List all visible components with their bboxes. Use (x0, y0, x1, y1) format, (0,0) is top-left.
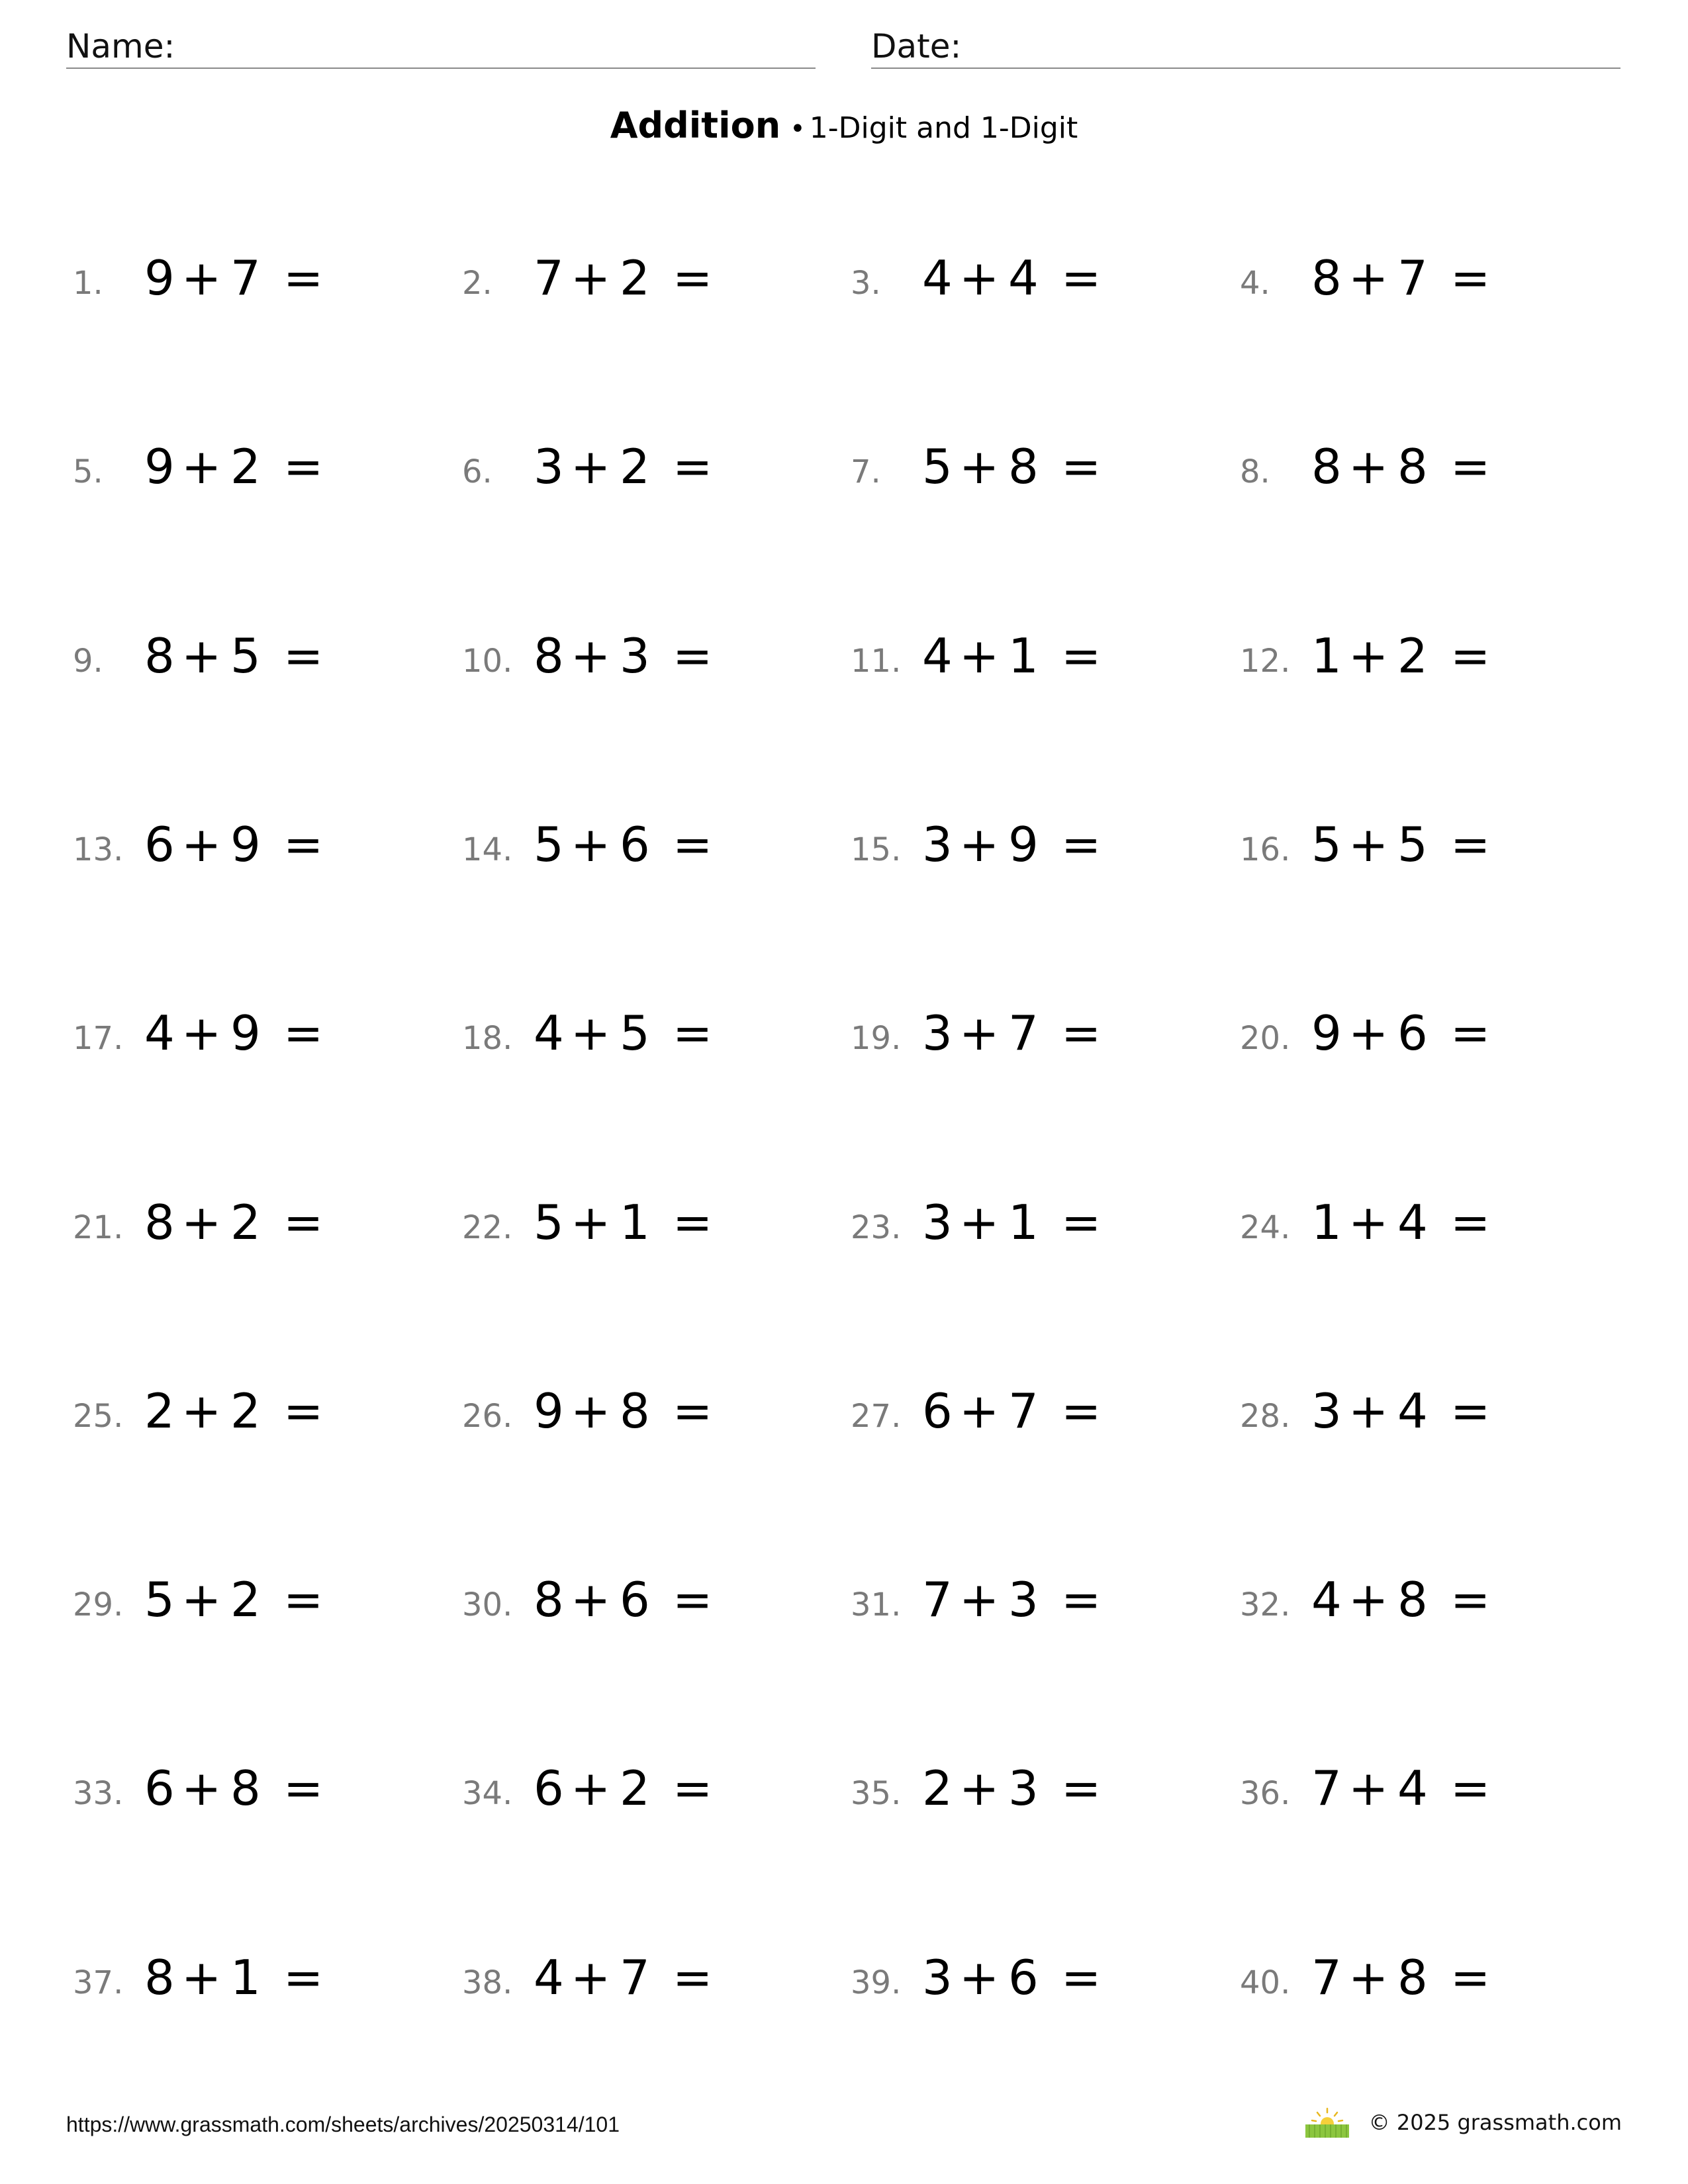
operator: + (1348, 1195, 1389, 1250)
equals-sign: = (1450, 1760, 1491, 1816)
second-operand: 5 (1397, 817, 1428, 872)
problem-number: 4. (1240, 265, 1270, 302)
second-operand: 2 (230, 439, 261, 494)
date-label: Date: (871, 27, 962, 66)
second-operand: 2 (620, 1760, 650, 1816)
equals-sign: = (1061, 1005, 1102, 1061)
first-operand: 1 (1311, 628, 1342, 684)
problem-number: 14. (462, 831, 513, 868)
second-operand: 4 (1008, 250, 1039, 306)
second-operand: 1 (1008, 628, 1039, 684)
problem-number: 22. (462, 1209, 513, 1246)
equals-sign: = (673, 1760, 713, 1816)
first-operand: 8 (144, 1195, 175, 1250)
equals-sign: = (283, 628, 324, 684)
second-operand: 9 (1008, 817, 1039, 872)
problem-expression (1311, 245, 1490, 311)
problem-expression (534, 1567, 712, 1633)
date-field[interactable] (871, 25, 1620, 69)
second-operand: 2 (620, 250, 650, 306)
name-label: Name: (66, 27, 175, 66)
problem-expression (144, 623, 323, 689)
first-operand: 3 (922, 817, 953, 872)
second-operand: 8 (1397, 1950, 1428, 2005)
first-operand: 8 (144, 1950, 175, 2005)
first-operand: 1 (1311, 1195, 1342, 1250)
operator: + (1348, 1760, 1389, 1816)
problem-number: 5. (73, 453, 103, 490)
problem-number: 36. (1240, 1775, 1291, 1812)
first-operand: 3 (534, 439, 564, 494)
first-operand: 3 (1311, 1383, 1342, 1439)
equals-sign: = (1061, 250, 1102, 306)
second-operand: 5 (620, 1005, 650, 1061)
problem-expression (144, 1567, 323, 1633)
first-operand: 4 (1311, 1572, 1342, 1627)
problem-expression (1311, 623, 1490, 689)
worksheet-title (0, 105, 1688, 146)
operator: + (181, 1195, 222, 1250)
operator: + (181, 1383, 222, 1439)
equals-sign: = (673, 439, 713, 494)
first-operand: 5 (922, 439, 953, 494)
second-operand: 7 (1008, 1005, 1039, 1061)
problem-number: 32. (1240, 1586, 1291, 1623)
problem-number: 38. (462, 1964, 513, 2001)
equals-sign: = (1450, 439, 1491, 494)
equals-sign: = (1450, 1195, 1491, 1250)
equals-sign: = (1061, 1572, 1102, 1627)
copyright: © 2025 grassmath.com (1368, 2110, 1622, 2135)
first-operand: 8 (534, 628, 564, 684)
first-operand: 8 (144, 628, 175, 684)
problem-expression (534, 811, 712, 878)
second-operand: 3 (1008, 1572, 1039, 1627)
second-operand: 8 (1397, 1572, 1428, 1627)
operator: + (959, 250, 1000, 306)
problem-expression (144, 1378, 323, 1444)
first-operand: 7 (922, 1572, 953, 1627)
equals-sign: = (673, 1383, 713, 1439)
first-operand: 5 (144, 1572, 175, 1627)
second-operand: 7 (1008, 1383, 1039, 1439)
problem-number: 1. (73, 265, 103, 302)
problem-expression (922, 245, 1101, 311)
first-operand: 4 (144, 1005, 175, 1061)
second-operand: 7 (620, 1950, 650, 2005)
problem-number: 40. (1240, 1964, 1291, 2001)
equals-sign: = (1450, 1383, 1491, 1439)
first-operand: 9 (144, 250, 175, 306)
problem-expression (534, 433, 712, 500)
problem-number: 39. (851, 1964, 902, 2001)
problem-expression (1311, 1378, 1490, 1444)
first-operand: 5 (534, 817, 564, 872)
first-operand: 4 (922, 250, 953, 306)
equals-sign: = (673, 1950, 713, 2005)
operator: + (571, 1005, 611, 1061)
operator: + (181, 1572, 222, 1627)
equals-sign: = (1450, 1005, 1491, 1061)
operator: + (181, 817, 222, 872)
first-operand: 9 (1311, 1005, 1342, 1061)
first-operand: 6 (144, 817, 175, 872)
problem-number: 11. (851, 643, 902, 680)
second-operand: 8 (1008, 439, 1039, 494)
title-main: Addition (610, 105, 781, 146)
second-operand: 4 (1397, 1383, 1428, 1439)
second-operand: 2 (1397, 628, 1428, 684)
problem-number: 26. (462, 1398, 513, 1435)
operator: + (571, 1195, 611, 1250)
problem-expression (144, 245, 323, 311)
problem-number: 20. (1240, 1020, 1291, 1057)
problem-expression (1311, 1755, 1490, 1821)
problem-number: 18. (462, 1020, 513, 1057)
operator: + (571, 1572, 611, 1627)
problem-number: 8. (1240, 453, 1270, 490)
problem-expression (1311, 433, 1490, 500)
operator: + (1348, 1383, 1389, 1439)
equals-sign: = (1061, 439, 1102, 494)
problem-expression (534, 623, 712, 689)
first-operand: 3 (922, 1195, 953, 1250)
equals-sign: = (673, 1005, 713, 1061)
first-operand: 7 (1311, 1950, 1342, 2005)
equals-sign: = (1450, 1572, 1491, 1627)
equals-sign: = (283, 439, 324, 494)
equals-sign: = (1061, 1760, 1102, 1816)
footer-brand (1304, 2106, 1622, 2139)
problem-expression (1311, 1567, 1490, 1633)
operator: + (181, 439, 222, 494)
operator: + (181, 1950, 222, 2005)
first-operand: 4 (534, 1950, 564, 2005)
second-operand: 1 (1008, 1195, 1039, 1250)
equals-sign: = (1061, 817, 1102, 872)
first-operand: 7 (534, 250, 564, 306)
second-operand: 8 (230, 1760, 261, 1816)
problem-number: 24. (1240, 1209, 1291, 1246)
operator: + (571, 817, 611, 872)
problem-number: 9. (73, 643, 103, 680)
second-operand: 4 (1397, 1760, 1428, 1816)
operator: + (959, 1195, 1000, 1250)
operator: + (1348, 1950, 1389, 2005)
problem-expression (534, 1189, 712, 1255)
first-operand: 6 (534, 1760, 564, 1816)
equals-sign: = (673, 1572, 713, 1627)
problem-expression (922, 1755, 1101, 1821)
sun-over-grass-icon (1304, 2106, 1350, 2139)
second-operand: 1 (230, 1950, 261, 2005)
operator: + (181, 628, 222, 684)
operator: + (959, 1005, 1000, 1061)
operator: + (1348, 628, 1389, 684)
name-field[interactable] (66, 25, 816, 69)
problem-number: 6. (462, 453, 492, 490)
problem-number: 28. (1240, 1398, 1291, 1435)
operator: + (571, 1383, 611, 1439)
problem-expression (922, 811, 1101, 878)
first-operand: 4 (534, 1005, 564, 1061)
second-operand: 1 (620, 1195, 650, 1250)
operator: + (181, 1005, 222, 1061)
second-operand: 8 (620, 1383, 650, 1439)
second-operand: 9 (230, 1005, 261, 1061)
second-operand: 6 (620, 817, 650, 872)
problem-expression (922, 1378, 1101, 1444)
problem-expression (1311, 1944, 1490, 2011)
problem-number: 35. (851, 1775, 902, 1812)
equals-sign: = (1061, 1195, 1102, 1250)
operator: + (181, 250, 222, 306)
equals-sign: = (673, 817, 713, 872)
first-operand: 3 (922, 1005, 953, 1061)
equals-sign: = (1450, 817, 1491, 872)
problem-expression (144, 811, 323, 878)
operator: + (571, 250, 611, 306)
operator: + (571, 1760, 611, 1816)
equals-sign: = (673, 1195, 713, 1250)
operator: + (959, 1572, 1000, 1627)
second-operand: 6 (620, 1572, 650, 1627)
problem-expression (144, 433, 323, 500)
operator: + (1348, 439, 1389, 494)
operator: + (959, 1950, 1000, 2005)
first-operand: 8 (1311, 250, 1342, 306)
second-operand: 2 (620, 439, 650, 494)
operator: + (571, 628, 611, 684)
operator: + (571, 439, 611, 494)
problem-expression (534, 1378, 712, 1444)
problem-number: 23. (851, 1209, 902, 1246)
problem-expression (534, 1000, 712, 1066)
first-operand: 5 (534, 1195, 564, 1250)
equals-sign: = (283, 1195, 324, 1250)
problem-number: 2. (462, 265, 492, 302)
problem-number: 30. (462, 1586, 513, 1623)
second-operand: 3 (1008, 1760, 1039, 1816)
first-operand: 2 (922, 1760, 953, 1816)
first-operand: 6 (144, 1760, 175, 1816)
problem-number: 10. (462, 643, 513, 680)
operator: + (1348, 1572, 1389, 1627)
second-operand: 6 (1397, 1005, 1428, 1061)
first-operand: 9 (144, 439, 175, 494)
equals-sign: = (1061, 628, 1102, 684)
operator: + (1348, 1005, 1389, 1061)
equals-sign: = (1450, 250, 1491, 306)
problem-expression (1311, 1000, 1490, 1066)
problem-number: 37. (73, 1964, 124, 2001)
title-subtitle: 1-Digit and 1-Digit (809, 111, 1078, 145)
problem-expression (144, 1755, 323, 1821)
problem-number: 7. (851, 453, 881, 490)
equals-sign: = (1061, 1383, 1102, 1439)
second-operand: 2 (230, 1195, 261, 1250)
problem-expression (534, 1944, 712, 2011)
problem-number: 15. (851, 831, 902, 868)
footer-url: https://www.grassmath.com/sheets/archives/20250314/101 (66, 2113, 620, 2136)
title-separator: • (790, 114, 806, 144)
equals-sign: = (1061, 1950, 1102, 2005)
second-operand: 9 (230, 817, 261, 872)
problem-number: 25. (73, 1398, 124, 1435)
problem-expression (922, 1189, 1101, 1255)
equals-sign: = (1450, 628, 1491, 684)
problem-expression (922, 623, 1101, 689)
operator: + (1348, 250, 1389, 306)
problem-expression (144, 1944, 323, 2011)
equals-sign: = (283, 1005, 324, 1061)
problem-expression (1311, 1189, 1490, 1255)
first-operand: 6 (922, 1383, 953, 1439)
first-operand: 3 (922, 1950, 953, 2005)
problem-number: 31. (851, 1586, 902, 1623)
second-operand: 5 (230, 628, 261, 684)
operator: + (571, 1950, 611, 2005)
operator: + (959, 817, 1000, 872)
second-operand: 7 (230, 250, 261, 306)
second-operand: 8 (1397, 439, 1428, 494)
problem-number: 29. (73, 1586, 124, 1623)
problem-expression (922, 433, 1101, 500)
first-operand: 5 (1311, 817, 1342, 872)
problem-number: 13. (73, 831, 124, 868)
equals-sign: = (283, 1572, 324, 1627)
problem-expression (144, 1189, 323, 1255)
first-operand: 7 (1311, 1760, 1342, 1816)
problem-number: 3. (851, 265, 881, 302)
second-operand: 2 (230, 1383, 261, 1439)
second-operand: 6 (1008, 1950, 1039, 2005)
equals-sign: = (283, 1760, 324, 1816)
problem-number: 17. (73, 1020, 124, 1057)
problem-number: 27. (851, 1398, 902, 1435)
operator: + (959, 1383, 1000, 1439)
problem-expression (1311, 811, 1490, 878)
operator: + (181, 1760, 222, 1816)
second-operand: 4 (1397, 1195, 1428, 1250)
equals-sign: = (283, 1383, 324, 1439)
problem-expression (534, 1755, 712, 1821)
second-operand: 7 (1397, 250, 1428, 306)
equals-sign: = (283, 1950, 324, 2005)
problem-number: 34. (462, 1775, 513, 1812)
problem-expression (922, 1567, 1101, 1633)
problem-expression (144, 1000, 323, 1066)
operator: + (1348, 817, 1389, 872)
problem-number: 21. (73, 1209, 124, 1246)
equals-sign: = (673, 628, 713, 684)
problem-expression (922, 1944, 1101, 2011)
problem-number: 33. (73, 1775, 124, 1812)
equals-sign: = (1450, 1950, 1491, 2005)
problem-number: 12. (1240, 643, 1291, 680)
equals-sign: = (673, 250, 713, 306)
equals-sign: = (283, 250, 324, 306)
problem-number: 16. (1240, 831, 1291, 868)
operator: + (959, 439, 1000, 494)
operator: + (959, 1760, 1000, 1816)
second-operand: 3 (620, 628, 650, 684)
equals-sign: = (283, 817, 324, 872)
first-operand: 4 (922, 628, 953, 684)
operator: + (959, 628, 1000, 684)
second-operand: 2 (230, 1572, 261, 1627)
problem-number: 19. (851, 1020, 902, 1057)
problem-expression (534, 245, 712, 311)
first-operand: 2 (144, 1383, 175, 1439)
first-operand: 9 (534, 1383, 564, 1439)
problem-expression (922, 1000, 1101, 1066)
first-operand: 8 (534, 1572, 564, 1627)
first-operand: 8 (1311, 439, 1342, 494)
